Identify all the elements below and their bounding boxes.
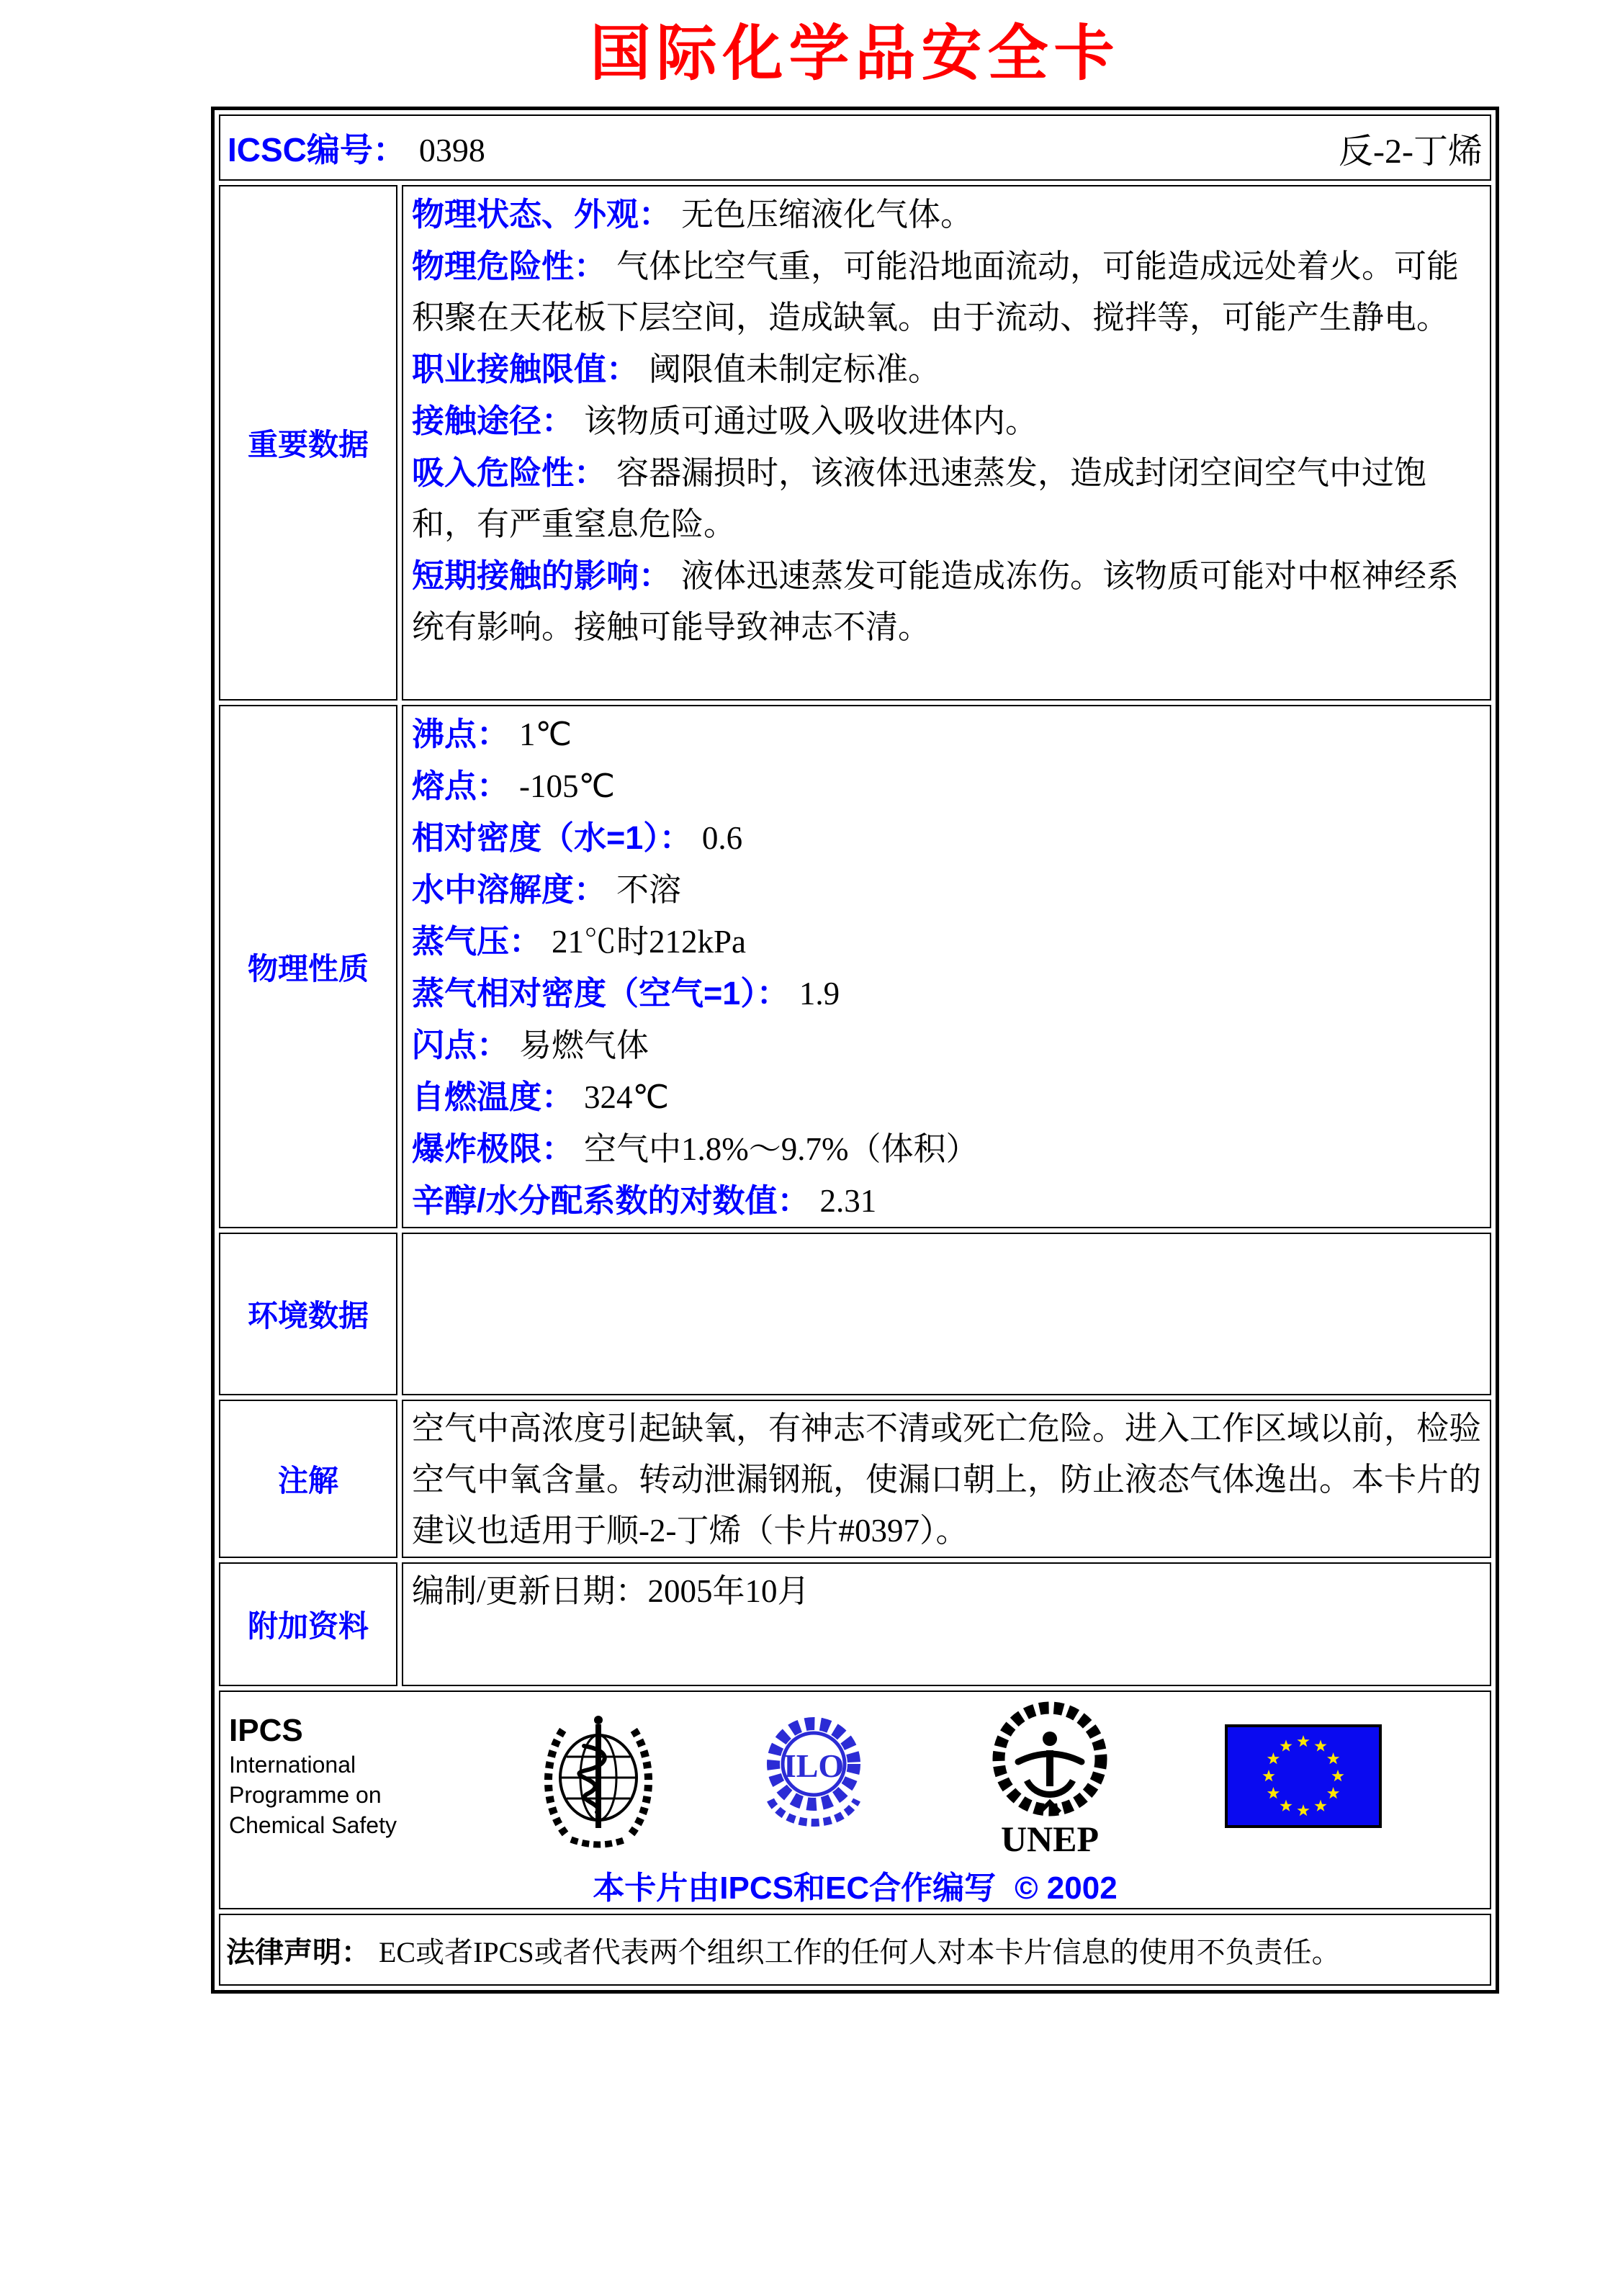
icsc-number-value: 0398 xyxy=(418,132,485,168)
section-label-additional-info: 附加资料 xyxy=(219,1562,397,1686)
additional-info-row xyxy=(219,1562,1491,1686)
section-label-important-data: 重要数据 xyxy=(219,185,397,701)
section-content-physical-properties xyxy=(402,705,1491,1228)
header-cell xyxy=(219,114,1491,181)
section-label-physical-properties: 物理性质 xyxy=(219,705,397,1228)
data-item: 职业接触限值： 阈限值未制定标准。 xyxy=(412,351,941,387)
property-line: 辛醇/水分配系数的对数值： 2.31 xyxy=(412,1182,877,1219)
notes-text: 空气中高浓度引起缺氧，有神志不清或死亡危险。进入工作区域以前，检验空气中氧含量。转动泄漏钢瓶，使漏口朝上，防止液态气体逸出。本卡片的建议也适用于顺-2-丁烯（卡片#0397）。 xyxy=(412,1410,1482,1549)
section-content-environmental-data xyxy=(402,1233,1491,1395)
cooperation-caption: 本卡片由IPCS和EC合作编写 © 2002 xyxy=(593,1870,1118,1906)
chemical-name: 反-2-丁烯 xyxy=(1339,132,1483,171)
section-label-notes: 注解 xyxy=(219,1400,397,1558)
header-row xyxy=(219,114,1491,181)
property-line: 水中溶解度： 不溶 xyxy=(412,871,682,908)
additional-info-text: 编制/更新日期：2005年10月 xyxy=(412,1573,810,1609)
section-label-environmental-data: 环境数据 xyxy=(219,1233,397,1395)
property-line: 自燃温度： 324℃ xyxy=(412,1079,670,1115)
data-item: 短期接触的影响： 液体迅速蒸发可能造成冻伤。该物质可能对中枢神经系统有影响。接触可能导致神志不清。 xyxy=(412,557,1460,645)
physical-properties-row xyxy=(219,705,1491,1228)
property-line: 蒸气相对密度（空气=1）： 1.9 xyxy=(412,975,840,1012)
property-line: 熔点： -105℃ xyxy=(412,767,616,804)
data-item: 接触途径： 该物质可通过吸入吸收进体内。 xyxy=(412,402,1038,439)
environmental-data-row xyxy=(219,1233,1491,1395)
copyright-text: © 2002 xyxy=(1015,1870,1118,1906)
svg-text:UNEP: UNEP xyxy=(1000,1819,1099,1859)
logos-row xyxy=(219,1691,1491,1909)
property-line: 闪点： 易燃气体 xyxy=(412,1027,649,1063)
page-title: 国际化学品安全卡 xyxy=(590,21,1120,88)
legal-notice-text: EC或者IPCS或者代表两个组织工作的任何人对本卡片信息的使用不负责任。 xyxy=(379,1935,1341,1968)
data-item: 物理危险性： 气体比空气重，可能沿地面流动，可能造成远处着火。可能积聚在天花板下层空间，造成缺氧。由于流动、搅拌等，可能产生静电。 xyxy=(412,248,1460,336)
ipcs-abbr: IPCS xyxy=(229,1713,303,1748)
logos-cell xyxy=(219,1691,1491,1909)
property-line: 相对密度（水=1）： 0.6 xyxy=(412,819,743,856)
legal-cell xyxy=(219,1914,1491,1986)
section-content-notes xyxy=(402,1400,1491,1558)
unep-logo-icon xyxy=(971,1693,1129,1860)
who-logo-icon xyxy=(541,1704,656,1848)
ilo-logo-icon xyxy=(752,1708,875,1845)
data-item: 吸入危险性： 容器漏损时，该液体迅速蒸发，造成封闭空间空气中过饱和，有严重窒息危险。 xyxy=(412,454,1427,542)
property-line: 爆炸极限： 空气中1.8%～9.7%（体积） xyxy=(412,1130,979,1167)
property-line: 沸点： 1℃ xyxy=(412,716,572,752)
svg-text:ILO: ILO xyxy=(783,1747,844,1784)
ipcs-text-block: IPCS International Programme on Chemical Safety xyxy=(229,1712,445,1840)
important-data-row xyxy=(219,185,1491,701)
section-content-important-data xyxy=(402,185,1491,701)
notes-row xyxy=(219,1400,1491,1558)
section-content-additional-info xyxy=(402,1562,1491,1686)
icsc-number-label: ICSC编号： xyxy=(228,131,406,168)
icsc-table xyxy=(211,107,1499,1994)
property-line: 蒸气压： 21℃时212kPa xyxy=(412,923,747,960)
eu-flag-icon xyxy=(1225,1724,1382,1828)
legal-row xyxy=(219,1914,1491,1986)
data-item: 物理状态、外观： 无色压缩液化气体。 xyxy=(412,196,974,233)
legal-notice-label: 法律声明： xyxy=(226,1936,370,1968)
